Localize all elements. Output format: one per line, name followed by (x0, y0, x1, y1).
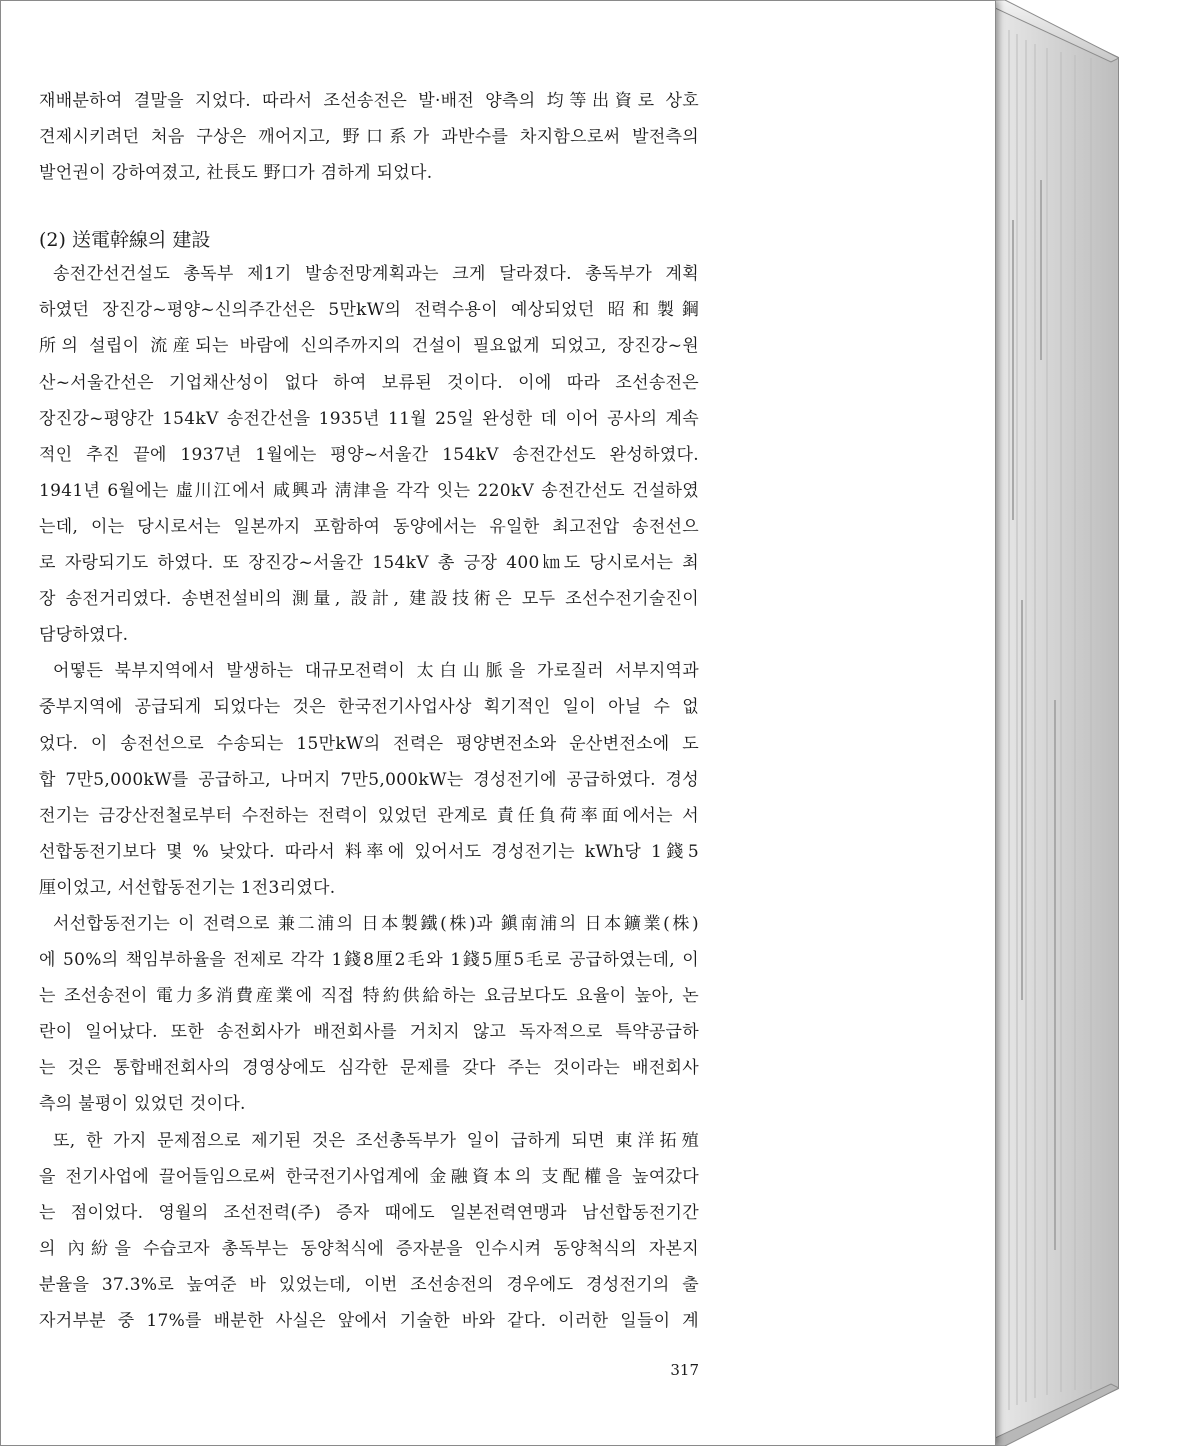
page-body (39, 85, 699, 1341)
text-line: 분율을 37.3%로 높여준 바 있었는데, 이번 조선송전의 경우에도 경성전기의 출 (39, 1274, 699, 1295)
text-line: 장진강~평양간 154kV 송전간선을 1935년 11월 25일 완성한 데 이어 공사의 계속 (39, 408, 699, 429)
text-line: 측의 불평이 있었던 것이다. (39, 1094, 246, 1115)
text-line: 선합동전기보다 몇 % 낮았다. 따라서 料率에 있어서도 경성전기는 kWh당 1錢5 (39, 841, 699, 862)
text-line: 로 자랑되기도 하였다. 또 장진강~서울간 154kV 총 긍장 400㎞도 당시로서는 최 (39, 553, 699, 574)
text-line: 송전간선건설도 총독부 제1기 발송전망계획과는 크게 달라졌다. 총독부가 계획 (53, 264, 699, 285)
text-line: 어떻든 북부지역에서 발생하는 대규모전력이 太白山脈을 가로질러 서부지역과 (53, 661, 699, 682)
text-line: 에 50%의 책임부하율을 전제로 각각 1錢8厘2毛와 1錢5厘5毛로 공급하였는데, 이 (39, 950, 699, 971)
paragraph-4 (39, 1125, 699, 1342)
text-line: 장 송전거리였다. 송변전설비의 測量, 設計, 建設技術은 모두 조선수전기술진이 (39, 589, 699, 610)
text-line: 견제시키려던 처음 구상은 깨어지고, 野口系가 과반수를 차지함으로써 발전측의 (39, 127, 699, 148)
paragraph-1 (39, 258, 699, 655)
text-line: 었다. 이 송전선으로 수송되는 15만kW의 전력은 평양변전소와 운산변전소에 도 (39, 733, 699, 754)
text-line: 발언권이 강하여졌고, 社長도 野口가 겸하게 되었다. (39, 163, 433, 184)
book-page-stack (995, 0, 1119, 1446)
text-line: 산~서울간선은 기업채산성이 없다 하여 보류된 것이다. 이에 따라 조선송전은 (39, 372, 699, 393)
text-line: 전기는 금강산전철로부터 수전하는 전력이 있었던 관계로 責任負荷率面에서는 서 (39, 805, 699, 826)
text-line: 을 전기사업에 끌어들임으로써 한국전기사업계에 金融資本의 支配權을 높여갔다 (39, 1166, 699, 1187)
text-line: 자거부분 중 17%를 배분한 사실은 앞에서 기술한 바와 같다. 이러한 일들이 계 (39, 1311, 699, 1331)
paragraph-intro (39, 85, 699, 193)
text-line: 는데, 이는 당시로서는 일본까지 포함하여 동양에서는 유일한 최고전압 송전선으 (39, 516, 699, 537)
text-line: 재배분하여 결말을 지었다. 따라서 조선송전은 발·배전 양측의 均等出資로 상호 (39, 91, 699, 111)
text-line: 厘이었고, 서선합동전기는 1전3리였다. (39, 877, 336, 898)
text-line: 합 7만5,000kW를 공급하고, 나머지 7만5,000kW는 경성전기에 공급하였다. 경성 (39, 769, 699, 790)
text-line: 의 內紛을 수습코자 총독부는 동양척식에 증자분을 인수시켜 동양척식의 자본지 (39, 1238, 699, 1259)
text-line: 또, 한 가지 문제점으로 제기된 것은 조선총독부가 일이 급하게 되면 東洋拓殖 (53, 1130, 699, 1151)
page-number: 317 (670, 1361, 699, 1379)
text-line: 서선합동전기는 이 전력으로 兼二浦의 日本製鐵(株)과 鎭南浦의 日本鑛業(株) (53, 913, 699, 934)
paragraph-2 (39, 655, 699, 908)
paragraph-3 (39, 908, 699, 1125)
text-line: 는 것은 통합배전회사의 경영상에도 심각한 문제를 갖다 주는 것이라는 배전회사 (39, 1058, 699, 1079)
text-line: 는 점이었다. 영월의 조선전력(주) 증자 때에도 일본전력연맹과 남선합동전기간 (39, 1202, 699, 1223)
text-line: 담당하였다. (39, 625, 129, 646)
text-line: 중부지역에 공급되게 되었다는 것은 한국전기사업사상 획기적인 일이 아닐 수 없 (39, 697, 699, 718)
section-heading: (2) 送電幹線의 建設 (39, 229, 211, 252)
text-line: 란이 일어났다. 또한 송전회사가 배전회사를 거치지 않고 독자적으로 특약공급하 (39, 1022, 699, 1043)
text-line: 하였던 장진강~평양~신의주간선은 5만kW의 전력수용이 예상되었던 昭和製鋼 (39, 300, 699, 321)
text-line: 적인 추진 끝에 1937년 1월에는 평양~서울간 154kV 송전간선도 완성하였다. (39, 444, 699, 465)
text-line: 1941년 6월에는 虛川江에서 咸興과 淸津을 각각 잇는 220kV 송전간선도 건설하였 (39, 480, 699, 501)
text-line: 所의 설립이 流産되는 바람에 신의주까지의 건설이 필요없게 되었고, 장진강~원 (39, 336, 699, 357)
text-line: 는 조선송전이 電力多消費産業에 직접 特約供給하는 요금보다도 요율이 높아, 논 (39, 986, 699, 1007)
